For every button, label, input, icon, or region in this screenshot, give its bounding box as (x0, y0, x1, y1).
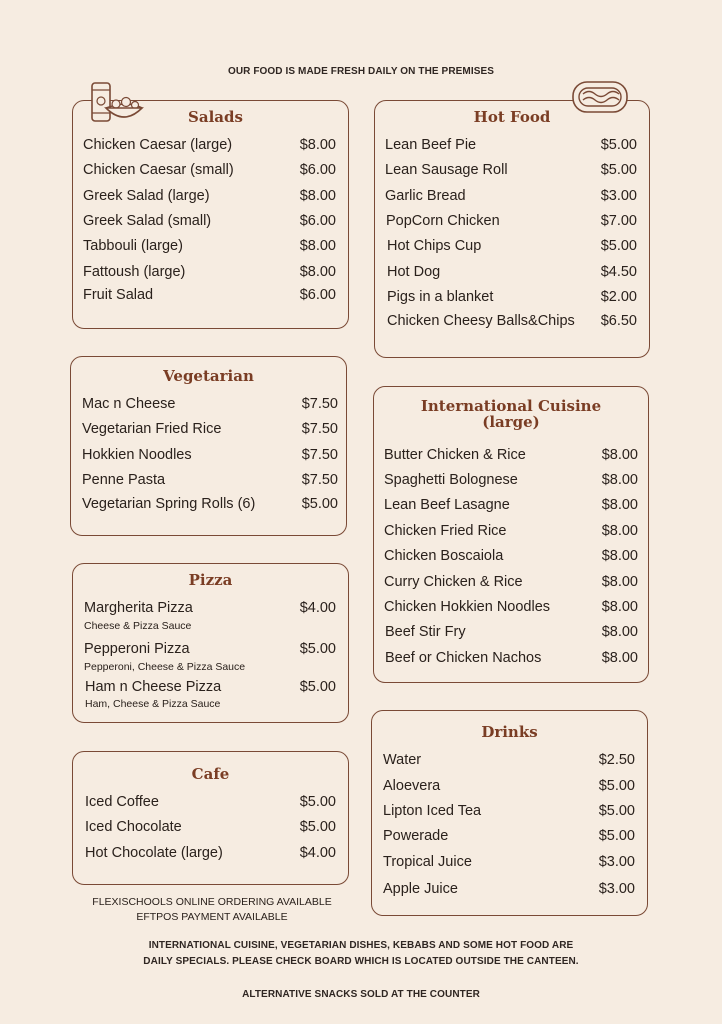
pizza-item-name: Margherita Pizza (84, 600, 193, 616)
salads-title: Salads (188, 108, 243, 126)
specials-note-line1: INTERNATIONAL CUISINE, VEGETARIAN DISHES, KEBABS AND SOME HOT FOOD ARE (148, 940, 574, 951)
salads-item-name: Chicken Caesar (large) (83, 137, 233, 153)
international-item-name: Chicken Hokkien Noodles (384, 599, 551, 615)
hot-food-item-price: $4.50 (600, 264, 637, 280)
drinks-item-price: $5.00 (598, 803, 635, 819)
vegetarian-item-name: Vegetarian Spring Rolls (6) (82, 496, 256, 512)
hot-dog-icon (570, 76, 630, 120)
cafe-item-price: $4.00 (299, 845, 336, 861)
hot-food-item-name: Hot Chips Cup (387, 238, 482, 254)
cafe-item-name: Iced Coffee (85, 794, 159, 810)
international-item-price: $8.00 (601, 599, 638, 615)
pizza-item-description: Pepperoni, Cheese & Pizza Sauce (84, 661, 246, 673)
hot-food-item-price: $5.00 (600, 162, 637, 178)
salads-item-price: $8.00 (299, 137, 336, 153)
drinks-item-name: Aloevera (383, 778, 441, 794)
hot-food-item-name: PopCorn Chicken (386, 213, 500, 229)
vegetarian-item-name: Penne Pasta (82, 472, 166, 488)
hot-food-title: Hot Food (473, 108, 551, 126)
drinks-item-price: $3.00 (598, 854, 635, 870)
vegetarian-title: Vegetarian (163, 367, 254, 385)
drinks-item-price: $5.00 (598, 828, 635, 844)
international-item-price: $8.00 (601, 523, 638, 539)
international-item-name: Curry Chicken & Rice (384, 574, 523, 590)
hot-food-item-price: $5.00 (600, 137, 637, 153)
drinks-item-price: $5.00 (598, 778, 635, 794)
international-item-price: $8.00 (601, 472, 638, 488)
vegetarian-item-price: $7.50 (301, 447, 338, 463)
salads-item-name: Greek Salad (large) (83, 188, 210, 204)
international-item-name: Beef Stir Fry (385, 624, 466, 640)
international-item-name: Chicken Fried Rice (384, 523, 507, 539)
international-item-name: Chicken Boscaiola (384, 548, 504, 564)
hot-food-item-price: $3.00 (600, 188, 637, 204)
drinks-item-name: Water (383, 752, 422, 768)
cafe-item-name: Iced Chocolate (85, 819, 182, 835)
pizza-title: Pizza (188, 571, 233, 589)
salads-item-name: Greek Salad (small) (83, 213, 212, 229)
pizza-item-name: Pepperoni Pizza (84, 641, 190, 657)
hot-food-item-price: $2.00 (600, 289, 637, 305)
salads-item-name: Tabbouli (large) (83, 238, 183, 254)
drinks-title: Drinks (481, 723, 538, 741)
pizza-item-price: $4.00 (299, 600, 336, 616)
header-note: OUR FOOD IS MADE FRESH DAILY ON THE PREMISES (227, 66, 495, 77)
drinks-item-name: Powerade (383, 828, 449, 844)
cafe-section (72, 751, 349, 885)
salad-bowl-icon (86, 80, 146, 124)
hot-food-item-name: Pigs in a blanket (387, 289, 494, 305)
payment-note: EFTPOS PAYMENT AVAILABLE (136, 911, 288, 923)
hot-food-item-name: Hot Dog (387, 264, 441, 280)
pizza-item-description: Cheese & Pizza Sauce (84, 620, 192, 632)
vegetarian-item-price: $7.50 (301, 396, 338, 412)
hot-food-item-name: Lean Sausage Roll (385, 162, 508, 178)
ordering-note: FLEXISCHOOLS ONLINE ORDERING AVAILABLE (92, 896, 332, 908)
vegetarian-item-price: $7.50 (301, 421, 338, 437)
international-item-price: $8.00 (601, 624, 638, 640)
international-item-price: $8.00 (601, 548, 638, 564)
hot-food-item-name: Chicken Cheesy Balls&Chips (387, 313, 575, 329)
drinks-item-name: Lipton Iced Tea (383, 803, 482, 819)
vegetarian-item-price: $7.50 (301, 472, 338, 488)
vegetarian-item-price: $5.00 (301, 496, 338, 512)
hot-food-item-price: $7.00 (600, 213, 637, 229)
vegetarian-item-name: Mac n Cheese (82, 396, 176, 412)
salads-item-name: Fattoush (large) (83, 264, 186, 280)
cafe-item-price: $5.00 (299, 794, 336, 810)
vegetarian-item-name: Hokkien Noodles (82, 447, 192, 463)
salads-item-price: $6.00 (299, 213, 336, 229)
pizza-item-description: Ham, Cheese & Pizza Sauce (85, 698, 221, 710)
hot-food-item-name: Lean Beef Pie (385, 137, 477, 153)
hot-food-item-price: $5.00 (600, 238, 637, 254)
cafe-item-name: Hot Chocolate (large) (85, 845, 223, 861)
international-item-price: $8.00 (601, 574, 638, 590)
international-item-price: $8.00 (601, 497, 638, 513)
specials-note-line2: DAILY SPECIALS. PLEASE CHECK BOARD WHICH IS LOCATED OUTSIDE THE CANTEEN. (143, 956, 579, 967)
vegetarian-item-name: Vegetarian Fried Rice (82, 421, 222, 437)
drinks-item-name: Tropical Juice (383, 854, 472, 870)
pizza-item-price: $5.00 (299, 641, 336, 657)
cafe-item-price: $5.00 (299, 819, 336, 835)
international-item-name: Beef or Chicken Nachos (385, 650, 542, 666)
international-title-line2: (large) (482, 413, 540, 431)
international-item-name: Lean Beef Lasagne (384, 497, 510, 513)
salads-item-price: $8.00 (299, 188, 336, 204)
pizza-item-price: $5.00 (299, 679, 336, 695)
cafe-title: Cafe (191, 765, 230, 783)
drinks-item-price: $2.50 (598, 752, 635, 768)
international-item-name: Spaghetti Bolognese (384, 472, 518, 488)
salads-item-price: $8.00 (299, 264, 336, 280)
salads-item-price: $6.00 (299, 162, 336, 178)
international-item-price: $8.00 (601, 447, 638, 463)
salads-item-price: $8.00 (299, 238, 336, 254)
international-item-name: Butter Chicken & Rice (384, 447, 526, 463)
hot-food-item-price: $6.50 (600, 313, 637, 329)
snacks-note: ALTERNATIVE SNACKS SOLD AT THE COUNTER (242, 989, 480, 1000)
salads-item-name: Fruit Salad (83, 287, 154, 303)
pizza-item-name: Ham n Cheese Pizza (85, 679, 222, 695)
drinks-item-price: $3.00 (598, 881, 635, 897)
drinks-item-name: Apple Juice (383, 881, 458, 897)
salads-item-name: Chicken Caesar (small) (83, 162, 234, 178)
international-title-line1: International Cuisine (420, 397, 602, 415)
salads-item-price: $6.00 (299, 287, 336, 303)
hot-food-item-name: Garlic Bread (385, 188, 466, 204)
international-item-price: $8.00 (601, 650, 638, 666)
